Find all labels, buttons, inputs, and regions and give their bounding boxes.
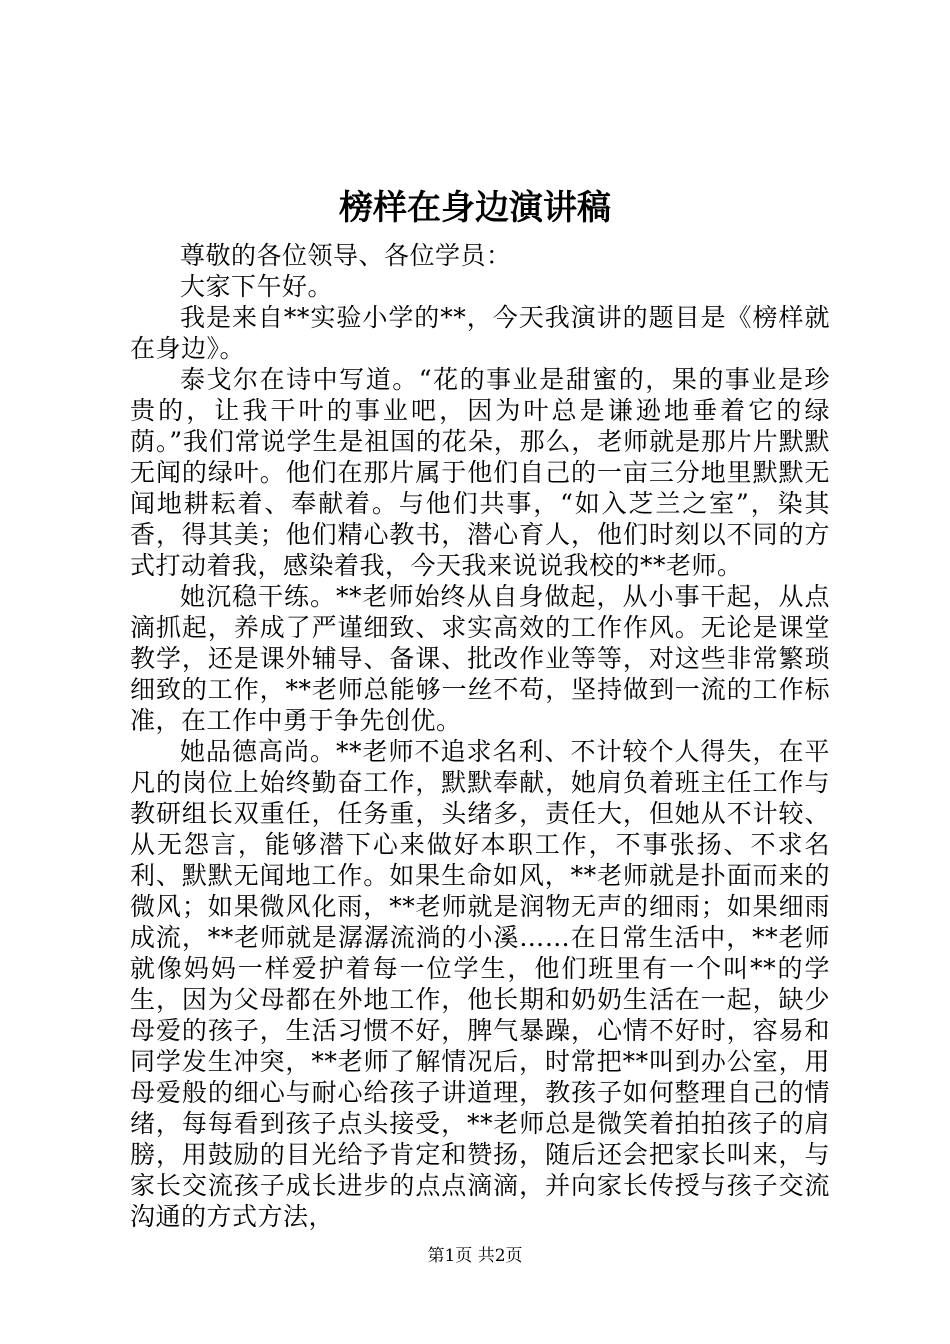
document-body xyxy=(130,240,830,1232)
paragraph-greeting: 大家下午好。 xyxy=(180,272,334,301)
paragraph-tagore-quote: 泰戈尔在诗中写道。“花的事业是甜蜜的，果的事业是珍贵的，让我干叶的事业吧，因为叶总是谦逊地垂着它的绿荫。”我们常说学生是祖国的花朵，那么，老师就是那片片默默无闻的绿叶。他们在那片属于他们自己的一亩三分地里默默无闻地耕耘着、奉献着。与他们共事，“如入芝兰之室”，染其香，得其美；他们精心教书，潜心育人，他们时刻以不同的方式打动着我，感染着我，今天我来说说我校的**老师。 xyxy=(130,365,830,580)
paragraph-virtue: 她品德高尚。**老师不追求名利、不计较个人得失，在平凡的岗位上始终勤奋工作，默默奉献，她肩负着班主任工作与教研组长双重任，任务重，头绪多，责任大，但她从不计较、从无怨言，能够潜下心来做好本职工作，不事张扬、不求名利、默默无闻地工作。如果生命如风，**老师就是扑面而来的微风；如果微风化雨，**老师就是润物无声的细雨；如果细雨成流，**老师就是潺潺流淌的小溪……在日常生活中，**老师就像妈妈一样爱护着每一位学生，他们班里有一个叫**的学生，因为父母都在外地工作，他长期和奶奶生活在一起，缺少母爱的孩子，生活习惯不好，脾气暴躁，心情不好时，容易和同学发生冲突，**老师了解情况后，时常把**叫到办公室，用母爱般的细心与耐心给孩子讲道理，教孩子如何整理自己的情绪，每每看到孩子点头接受，**老师总是微笑着拍拍孩子的肩膀，用鼓励的目光给予肯定和赞扬，随后还会把家长叫来，与家长交流孩子成长进步的点点滴滴，并向家长传授与孩子交流沟通的方式方法， xyxy=(130,737,830,1231)
paragraph-intro: 我是来自**实验小学的**，今天我演讲的题目是《榜样就在身边》。 xyxy=(130,303,830,363)
paragraph-steady: 她沉稳干练。**老师始终从自身做起，从小事干起，从点滴抓起，养成了严谨细致、求实高效的工作作风。无论是课堂教学，还是课外辅导、备课、批改作业等等，对这些非常繁琐细致的工作，**老师总能够一丝不苟，坚持做到一流的工作标准，在工作中勇于争先创优。 xyxy=(130,582,830,735)
document-title: 榜样在身边演讲稿 xyxy=(339,188,611,228)
paragraph-salutation: 尊敬的各位领导、各位学员： xyxy=(180,241,512,270)
page-number-footer: 第1页 共2页 xyxy=(427,1246,523,1266)
